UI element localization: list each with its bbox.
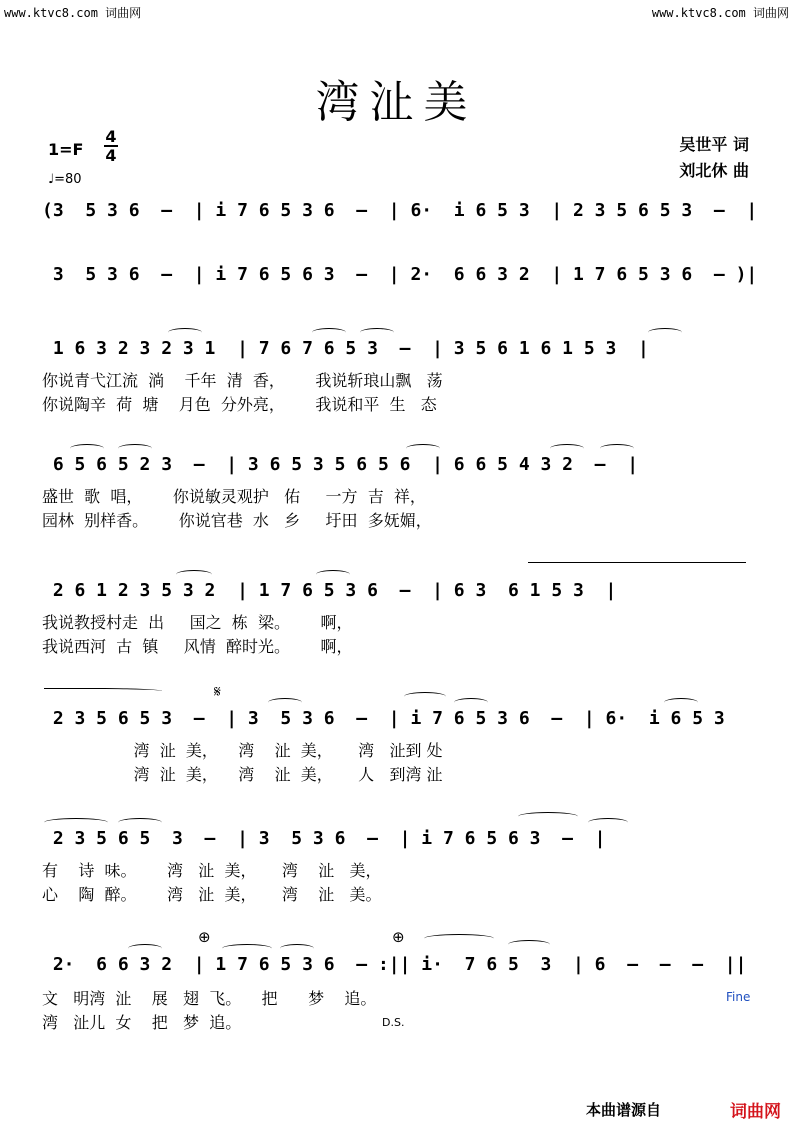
tie-mark xyxy=(44,688,162,693)
key-signature: 1=F xyxy=(48,140,84,159)
slur-mark xyxy=(648,328,682,337)
quarter-note-icon: ♩ xyxy=(48,172,55,187)
slur-mark xyxy=(222,944,272,953)
slur-mark xyxy=(588,818,628,827)
lyric-line-7-verse-2: 心 陶 醉。 湾 沚 美， 湾 沚 美。 xyxy=(42,885,382,904)
lyric-line-7-verse-1: 有 诗 味。 湾 沚 美， 湾 沚 美， xyxy=(42,861,382,880)
song-title: 湾沚美 xyxy=(315,77,478,128)
slur-mark xyxy=(454,698,488,707)
slur-mark xyxy=(268,698,302,707)
slur-mark xyxy=(118,444,152,453)
slur-mark xyxy=(550,444,584,453)
lyric-line-6-verse-1: 湾 沚 美， 湾 沚 美， 湾 沚到 处 xyxy=(42,741,443,760)
lyric-line-4-verse-2: 园林 别样香。 你说官巷 水 乡 圩田 多妩媚， xyxy=(42,511,432,530)
score-line-3: 1 6 3 2 3 2 3 1 | 7 6 7 6 5 3 – | 3 5 6 1 6 1 5 3 | xyxy=(42,338,649,359)
slur-mark xyxy=(406,444,440,453)
site-watermark-left: www.ktvc8.com 词曲网 xyxy=(4,6,142,20)
tempo-value: =80 xyxy=(54,172,82,187)
lyric-line-6-verse-2: 湾 沚 美， 湾 沚 美， 人 到湾 沚 xyxy=(42,765,443,784)
score-line-6: 2 3 5 6 5 3 – | 3 5 3 6 – | i 7 6 5 3 6 – | 6· i 6 5 3 xyxy=(42,708,725,729)
coda-icon: ⊕ xyxy=(198,928,211,946)
fine-marking: Fine xyxy=(726,990,751,1004)
time-signature-bottom: 4 xyxy=(105,146,117,165)
composer-credit: 刘北休 曲 xyxy=(679,161,749,180)
slur-mark xyxy=(360,328,394,337)
slur-mark xyxy=(70,444,104,453)
slur-mark xyxy=(508,940,550,949)
site-watermark-right: www.ktvc8.com 词曲网 xyxy=(651,6,789,20)
slur-mark xyxy=(168,328,202,337)
slur-mark xyxy=(312,328,346,337)
lyric-line-8-verse-1: 文 明湾 沚 展 翅 飞。 把 梦 追。 xyxy=(42,989,377,1008)
lyric-line-5-verse-2: 我说西河 古 镇 风情 醉时光。 啊， xyxy=(42,637,353,656)
lyric-line-5-verse-1: 我说教授村走 出 国之 栋 梁。 啊， xyxy=(42,613,353,632)
slur-mark xyxy=(518,812,578,821)
lyric-line-3-verse-2: 你说陶辛 荷 塘 月色 分外亮， 我说和平 生 态 xyxy=(42,395,437,414)
score-line-7: 2 3 5 6 5 3 – | 3 5 3 6 – | i 7 6 5 6 3 – | xyxy=(42,828,606,849)
slur-mark xyxy=(280,944,314,953)
score-line-5: 2 6 1 2 3 5 3 2 | 1 7 6 5 3 6 – | 6 3 6 1 5 3 | xyxy=(42,580,617,601)
score-line-2: 3 5 3 6 – | i 7 6 5 6 3 – | 2· 6 6 3 2 | 1 7 6 5 3 6 – )| xyxy=(42,264,758,285)
slur-mark xyxy=(600,444,634,453)
tie-mark xyxy=(528,562,746,567)
slur-mark xyxy=(118,818,162,827)
lyric-line-3-verse-1: 你说青弋江流 淌 千年 清 香， 我说斩琅山飘 荡 xyxy=(42,371,443,390)
score-line-4: 6 5 6 5 2 3 – | 3 6 5 3 5 6 5 6 | 6 6 5 4 3 2 – | xyxy=(42,454,639,475)
slur-mark xyxy=(404,692,446,701)
time-signature xyxy=(104,128,118,164)
slur-mark xyxy=(176,570,212,579)
segno-icon: 𝄋 xyxy=(214,682,221,701)
time-signature-top: 4 xyxy=(105,127,117,146)
lyric-line-8-verse-2: 湾 沚儿 女 把 梦 追。 xyxy=(42,1013,242,1032)
footer-logo: 词曲网 xyxy=(730,1102,781,1122)
slur-mark xyxy=(128,944,162,953)
slur-mark xyxy=(664,698,698,707)
coda-icon: ⊕ xyxy=(392,928,405,946)
slur-mark xyxy=(44,818,108,827)
slur-mark xyxy=(424,934,494,943)
lyricist-credit: 吴世平 词 xyxy=(679,135,749,154)
tempo-marking xyxy=(48,172,82,187)
slur-mark xyxy=(316,570,350,579)
score-line-1: (3 5 3 6 – | i 7 6 5 3 6 – | 6· i 6 5 3 | 2 3 5 6 5 3 – | xyxy=(42,200,758,221)
footer-source-label: 本曲谱源自 xyxy=(586,1101,662,1119)
lyric-line-4-verse-1: 盛世 歌 唱， 你说敏灵观护 佑 一方 吉 祥， xyxy=(42,487,426,506)
score-line-8: 2· 6 6 3 2 | 1 7 6 5 3 6 – :|| i· 7 6 5 3 | 6 – – – || xyxy=(42,954,747,975)
ds-marking: D.S. xyxy=(382,1016,405,1029)
